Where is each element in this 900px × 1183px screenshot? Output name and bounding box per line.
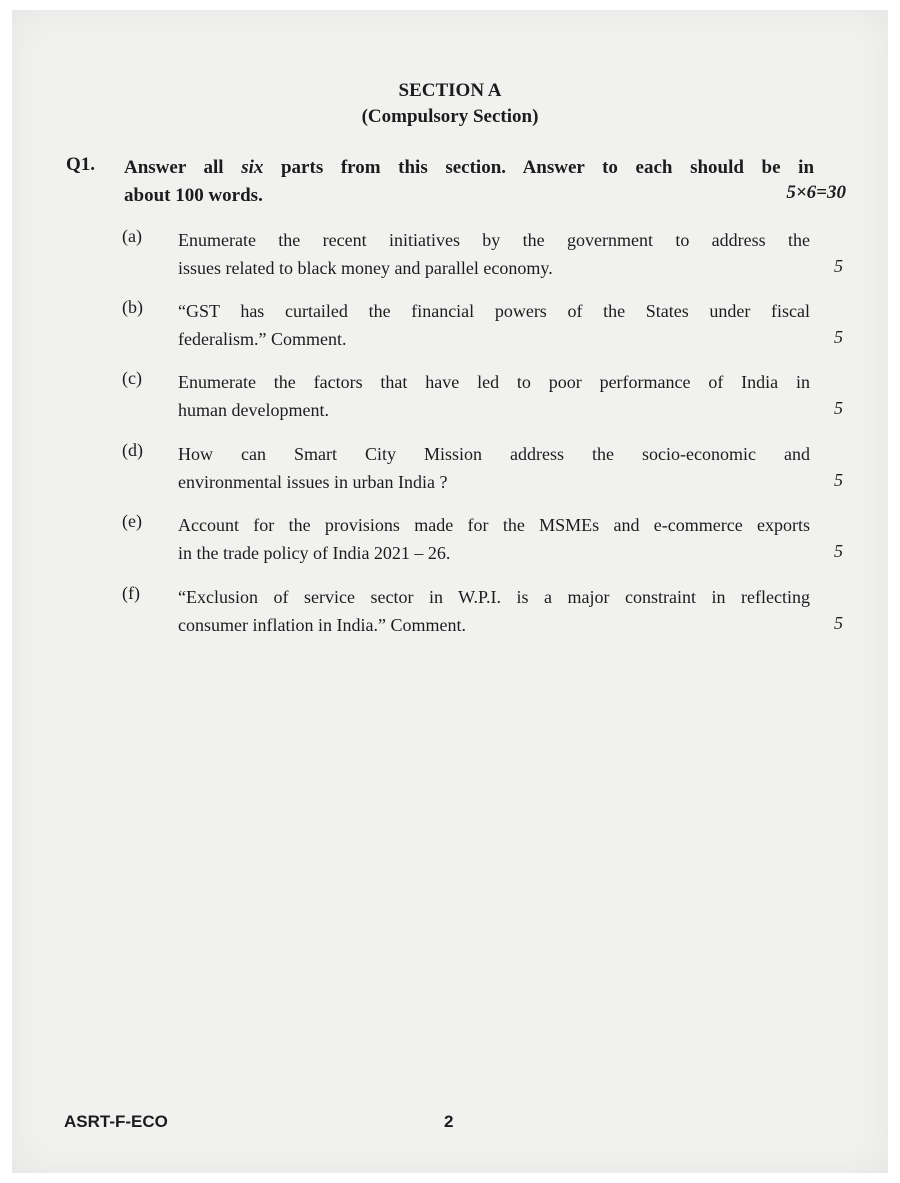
- part-text-line1: Enumerate the factors that have led to poor performance of India in: [178, 372, 810, 392]
- part-text-line2: environmental issues in urban India ?: [178, 472, 448, 492]
- part-text-line1: “Exclusion of service sector in W.P.I. is a major constraint in reflecting: [178, 587, 810, 607]
- part-text: [178, 511, 810, 567]
- paper-code: ASRT-F-ECO: [64, 1112, 168, 1131]
- part-marks: 5: [834, 470, 843, 490]
- part-text-line1: Account for the provisions made for the MSMEs and e-commerce exports: [178, 515, 810, 535]
- part-label: (b): [122, 297, 143, 317]
- part-text: [178, 583, 810, 639]
- part-label: (e): [122, 511, 142, 531]
- instruction-emphasis: six: [241, 157, 264, 178]
- part-label: (c): [122, 368, 142, 388]
- question-instruction-line2: about 100 words.: [124, 185, 263, 206]
- question-instruction-line1: [124, 154, 814, 182]
- part-marks: 5: [834, 327, 843, 347]
- part-marks: 5: [834, 398, 843, 418]
- section-title: SECTION A: [398, 80, 502, 101]
- part-text-line2: federalism.” Comment.: [178, 329, 347, 349]
- part-label: (a): [122, 226, 142, 246]
- part-marks: 5: [834, 541, 843, 561]
- part-text-line1: “GST has curtailed the financial powers of the States under fiscal: [178, 301, 810, 321]
- part-label: (f): [122, 583, 140, 603]
- question-number: Q1.: [66, 154, 96, 175]
- part-marks: 5: [834, 256, 843, 276]
- part-label: (d): [122, 440, 143, 460]
- part-text-line1: Enumerate the recent initiatives by the government to address the: [178, 230, 810, 250]
- part-text-line2: consumer inflation in India.” Comment.: [178, 615, 466, 635]
- instruction-suffix: parts from this section. Answer to each should be in: [263, 157, 815, 178]
- section-subtitle: (Compulsory Section): [361, 106, 539, 127]
- part-text: [178, 368, 810, 424]
- instruction-prefix: Answer all: [124, 157, 242, 178]
- question-instruction: [124, 154, 814, 210]
- part-text: [178, 440, 810, 496]
- part-marks: 5: [834, 613, 843, 633]
- part-text: [178, 297, 810, 353]
- part-text-line2: in the trade policy of India 2021 – 26.: [178, 543, 451, 563]
- page-number: 2: [444, 1112, 454, 1131]
- part-text: [178, 226, 810, 282]
- question-total-marks: 5×6=30: [786, 182, 846, 203]
- part-text-line1: How can Smart City Mission address the socio-economic and: [178, 444, 810, 464]
- part-text-line2: issues related to black money and parallel economy.: [178, 258, 553, 278]
- part-text-line2: human development.: [178, 400, 329, 420]
